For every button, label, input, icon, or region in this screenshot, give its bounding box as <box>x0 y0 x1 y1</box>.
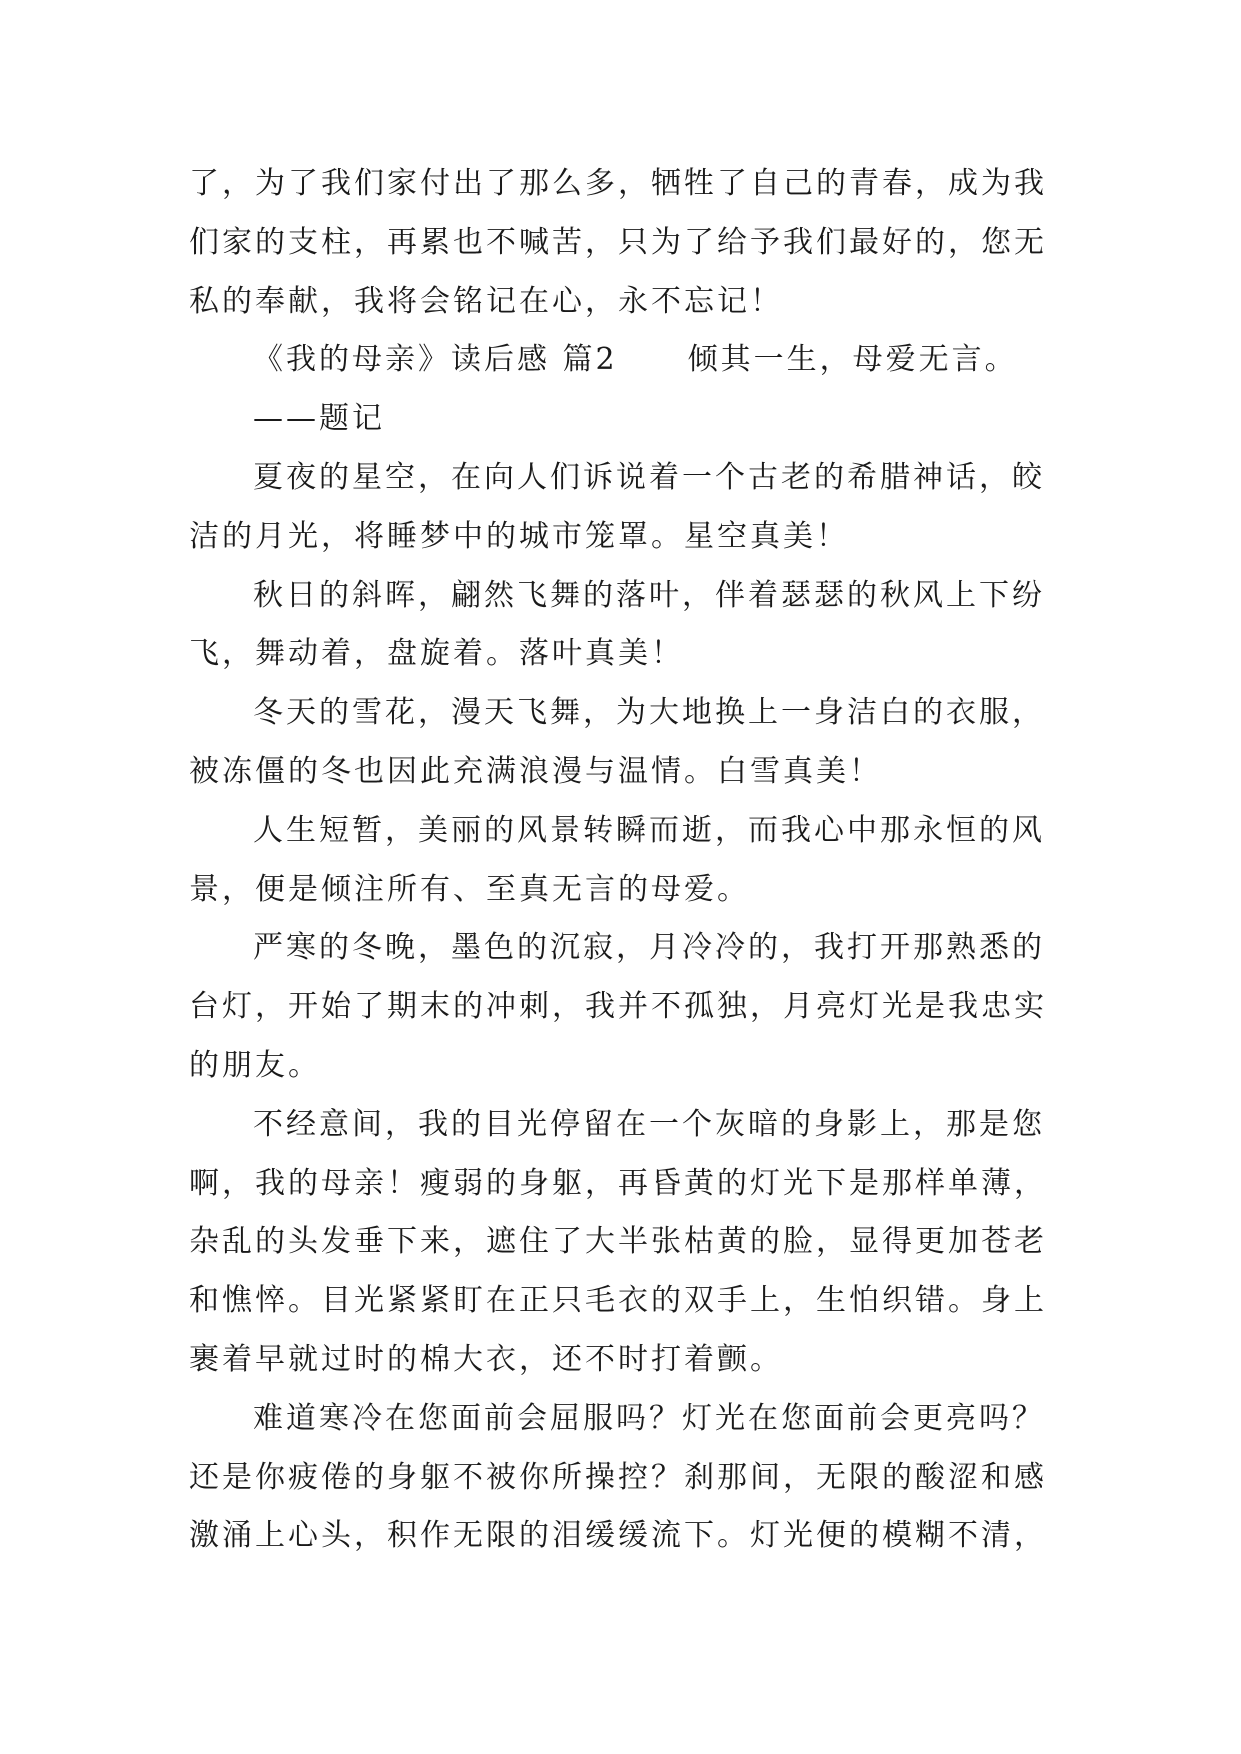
text-line: 和憔悴。目光紧紧盯在正只毛衣的双手上，生怕织错。身上 <box>189 1283 1047 1319</box>
epigraph-attribution: ——题记 <box>253 401 385 437</box>
text-line: 人生短暂，美丽的风景转瞬而逝，而我心中那永恒的风 <box>253 812 1045 848</box>
text-line: 裹着早就过时的棉大衣，还不时打着颤。 <box>189 1341 783 1377</box>
text-line: 杂乱的头发垂下来，遮住了大半张枯黄的脸，显得更加苍老 <box>189 1224 1047 1260</box>
text-line: 冬天的雪花，漫天飞舞，为大地换上一身洁白的衣服， <box>253 695 1045 731</box>
epigraph: 倾其一生，母爱无言。 <box>687 342 1018 378</box>
text-line: 了，为了我们家付出了那么多，牺牲了自己的青春，成为我 <box>189 166 1047 201</box>
text-line: 们家的支柱，再累也不喊苦，只为了给予我们最好的，您无 <box>189 224 1047 260</box>
text-line: 台灯，开始了期末的冲刺，我并不孤独，月亮灯光是我忠实 <box>189 989 1047 1025</box>
text-line: 飞，舞动着，盘旋着。落叶真美！ <box>189 636 684 672</box>
text-line: 严寒的冬晚，墨色的沉寂，月冷冷的，我打开那熟悉的 <box>253 930 1045 966</box>
text-line: 夏夜的星空，在向人们诉说着一个古老的希腊神话，皎 <box>253 459 1045 495</box>
text-line: 的朋友。 <box>189 1047 321 1083</box>
text-line: 洁的月光，将睡梦中的城市笼罩。星空真美！ <box>189 518 849 554</box>
document-body <box>189 155 1069 1566</box>
text-line: 被冻僵的冬也因此充满浪漫与温情。白雪真美！ <box>189 753 882 789</box>
text-line: 激涌上心头，积作无限的泪缓缓流下。灯光便的模糊不清， <box>189 1518 1047 1554</box>
text-line: 景，便是倾注所有、至真无言的母爱。 <box>189 871 750 907</box>
text-line: 私的奉献，我将会铭记在心，永不忘记！ <box>189 283 783 319</box>
text-line: 秋日的斜晖，翩然飞舞的落叶，伴着瑟瑟的秋风上下纷 <box>253 577 1045 613</box>
text-line: 不经意间，我的目光停留在一个灰暗的身影上，那是您 <box>253 1106 1045 1142</box>
text-line: 难道寒冷在您面前会屈服吗？灯光在您面前会更亮吗？ <box>253 1400 1045 1436</box>
section-title: 《我的母亲》读后感 篇2 <box>253 342 618 378</box>
text-line: 啊，我的母亲！瘦弱的身躯，再昏黄的灯光下是那样单薄， <box>189 1165 1047 1201</box>
section-heading-line <box>189 331 1069 390</box>
text-line: 还是你疲倦的身躯不被你所操控？刹那间，无限的酸涩和感 <box>189 1459 1047 1495</box>
